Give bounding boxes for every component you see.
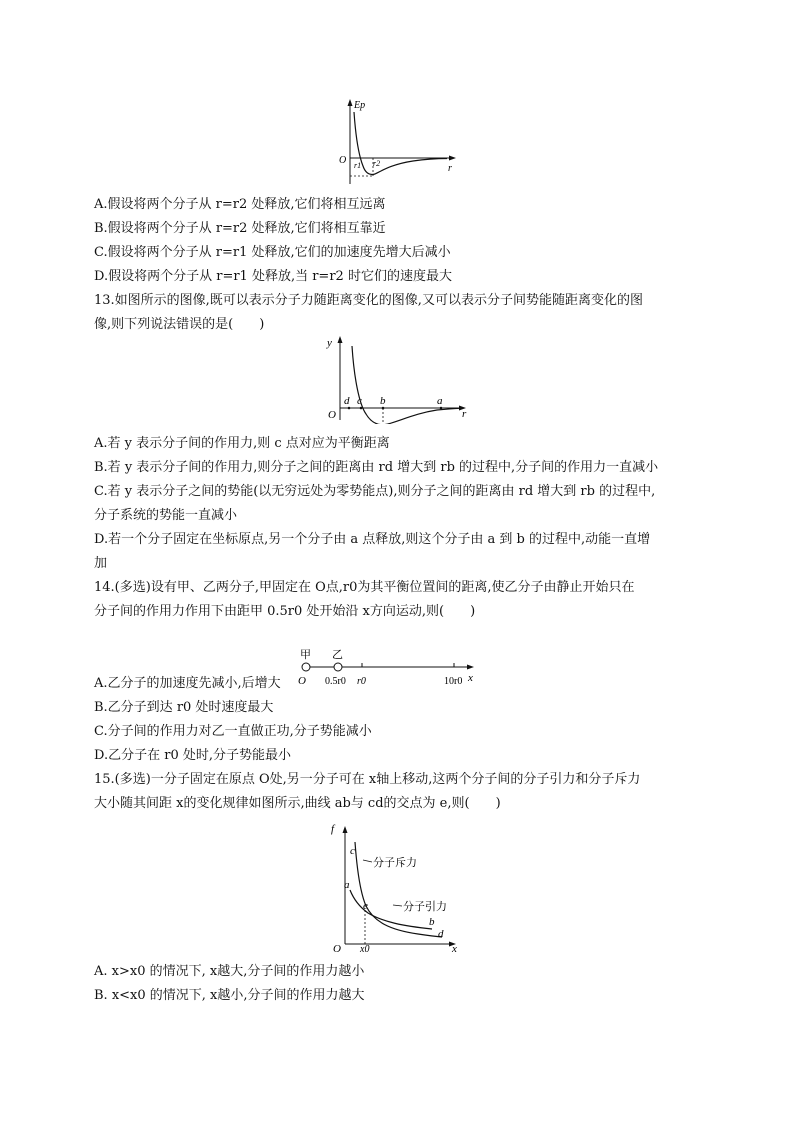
fig4-point-c: c	[350, 845, 355, 857]
fig2-origin: O	[328, 409, 336, 421]
fig4-point-e: e	[363, 900, 368, 912]
fig4-origin: O	[333, 943, 341, 954]
attraction-leader	[393, 905, 402, 906]
q14-option-d: D.乙分子在 r0 处时,分子势能最小	[94, 748, 291, 763]
fig2-label-d: d	[344, 395, 350, 407]
fig3-tick2-label: r0	[357, 676, 366, 687]
y-axis-arrow	[348, 99, 353, 106]
molecule-yi	[334, 663, 342, 671]
q13-stem-line1: 13.如图所示的图像,既可以表示分子力随距离变化的图像,又可以表示分子间势能随距离变化的图	[94, 293, 643, 308]
q14-stem-line1: 14.(多选)设有甲、乙两分子,甲固定在 O点,r0为其平衡位置间的距离,使乙分子由静止开始只在	[94, 580, 635, 595]
fig4-repulsion-label: 分子斥力	[373, 857, 417, 869]
q15-option-b: B. x<x0 的情况下, x越小,分子间的作用力越大	[94, 988, 365, 1003]
ep-curve	[354, 112, 447, 175]
repulsion-leader	[363, 860, 372, 862]
fig2-y-label: y	[327, 337, 332, 349]
fig3-tick1-label: 0.5r0	[325, 676, 346, 687]
point-d	[348, 407, 351, 410]
force-potential-graph-figure	[322, 332, 472, 424]
fig4-point-b: b	[429, 916, 435, 928]
fig4-point-a: a	[344, 879, 350, 891]
q15-option-a: A. x>x0 的情况下, x越大,分子间的作用力越小	[94, 964, 365, 979]
force-curves-figure	[328, 820, 464, 954]
ep-graph-figure	[335, 96, 465, 192]
q14-option-c: C.分子间的作用力对乙一直做正功,分子势能减小	[94, 724, 372, 739]
fig2-x-label: r	[462, 408, 467, 420]
y-curve	[352, 346, 460, 424]
fig4-attraction-label: 分子引力	[403, 901, 447, 913]
molecule-jia	[302, 663, 310, 671]
x-axis-arrow	[467, 665, 474, 670]
point-c	[360, 407, 363, 410]
q12-option-c: C.假设将两个分子从 r=r1 处释放,它们的加速度先增大后减小	[94, 245, 451, 260]
q12-option-a: A.假设将两个分子从 r=r2 处释放,它们将相互远离	[94, 197, 386, 212]
q13-option-d-line1: D.若一个分子固定在坐标原点,另一个分子由 a 点释放,则这个分子由 a 到 b 的过程中,动能一直增	[94, 532, 651, 547]
fig3-x-label: x	[468, 672, 473, 684]
q15-stem-line2: 大小随其间距 x的变化规律如图所示,曲线 ab与 cd的交点为 e,则( )	[94, 796, 501, 811]
q12-option-d: D.假设将两个分子从 r=r1 处释放,当 r=r2 时它们的速度最大	[94, 269, 452, 284]
fig3-tick3-label: 10r0	[444, 676, 463, 687]
q13-option-a: A.若 y 表示分子间的作用力,则 c 点对应为平衡距离	[94, 436, 390, 451]
q14-stem-line2: 分子间的作用力作用下由距甲 0.5r0 处开始沿 x方向运动,则( )	[94, 604, 476, 619]
molecule-axis-figure	[296, 645, 480, 693]
fig1-x-label: r	[448, 163, 452, 174]
q13-option-d-line2: 加	[94, 556, 108, 571]
point-b	[382, 407, 385, 410]
q14-option-b: B.乙分子到达 r0 处时速度最大	[94, 700, 274, 715]
fig4-y-label: f	[331, 823, 335, 835]
point-a	[440, 407, 443, 410]
fig1-y-label: Ep	[354, 100, 366, 111]
q13-stem-line2: 像,则下列说法错误的是( )	[94, 317, 265, 332]
x-axis-arrow	[449, 156, 456, 161]
q12-option-b: B.假设将两个分子从 r=r2 处释放,它们将相互靠近	[94, 221, 386, 236]
fig1-r2-label: r2	[373, 159, 381, 168]
q13-option-c-line1: C.若 y 表示分子之间的势能(以无穷远处为零势能点),则分子之间的距离由 rd 增大到 rb 的过程中,	[94, 484, 656, 499]
fig3-yi-label: 乙	[332, 649, 343, 661]
y-axis-arrow	[338, 336, 343, 343]
fig3-origin: O	[298, 675, 306, 687]
fig1-r1-label: r1	[354, 161, 362, 170]
fig2-label-c: c	[357, 395, 362, 407]
fig3-jia-label: 甲	[300, 649, 311, 661]
y-axis-arrow	[343, 826, 348, 833]
q13-option-b: B.若 y 表示分子间的作用力,则分子之间的距离由 rd 增大到 rb 的过程中,分子间的作用力一直减小	[94, 460, 659, 475]
q15-stem-line1: 15.(多选)一分子固定在原点 O处,另一分子可在 x轴上移动,这两个分子间的分子引力和分子斥力	[94, 772, 641, 787]
q13-option-c-line2: 分子系统的势能一直减小	[94, 508, 238, 523]
fig4-x0-label: x0	[360, 944, 370, 954]
fig2-label-b: b	[380, 395, 386, 407]
fig4-point-d: d	[438, 928, 444, 940]
fig2-label-a: a	[437, 395, 443, 407]
fig1-origin: O	[339, 155, 347, 166]
q14-option-a: A.乙分子的加速度先减小,后增大	[94, 676, 281, 691]
fig4-x-label: x	[452, 943, 457, 954]
